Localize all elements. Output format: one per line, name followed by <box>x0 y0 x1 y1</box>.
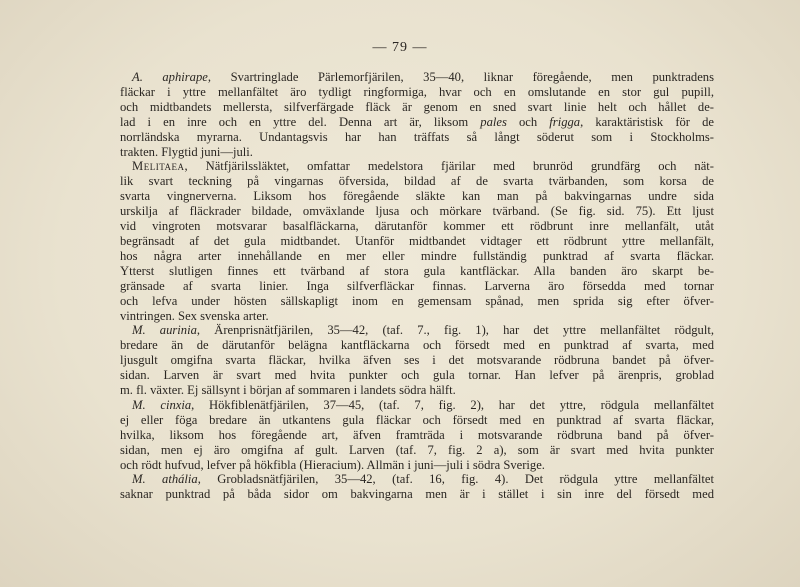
species-name: M. aurinia <box>132 323 197 338</box>
species-name: M. cinxia <box>132 397 192 412</box>
text-line <box>108 70 714 85</box>
genus-name: Melitaea <box>132 159 185 174</box>
line-text: , Nätfjärilssläktet, omfattar medelstora fjärilar med brunröd grundfärg och nät- <box>184 159 714 174</box>
text-line: sidan. Larven är svart med hvita punkter och gula tornar. Han lefver på ärenpris, groblad <box>120 368 714 383</box>
text-line <box>108 159 714 174</box>
text-line: och rödt hufvud, lefver på hökfibla (Hieracium). Allmän i juni—juli i södra Sverige. <box>120 457 545 472</box>
line-text: lad i en inre och en yttre del. Denna art är, liksom <box>120 114 481 129</box>
text-line: och lefva under hösten sällskapligt inom en gemensam spånad, men sprida sig efter öfver- <box>120 293 714 308</box>
text-line <box>108 323 714 338</box>
text-line: fläckar i yttre mellanfältet äro tydligt ringformiga, hvar och en omslutande en stor gul pupill, <box>120 84 714 99</box>
line-text: , Svartringlade Pärlemorfjärilen, 35—40, liknar föregående, men punktradens <box>207 70 714 84</box>
text-line <box>108 398 714 413</box>
paragraph-cinxia <box>108 398 714 473</box>
species-name: A. aphirape <box>132 70 208 84</box>
text-line: norrländska myrarna. Undantagsvis har han träffats så långt söderut som i Stockholms- <box>120 129 714 144</box>
species-name: frigga <box>549 114 581 129</box>
text-line: vid vingroten motsvarar basalfläckarna, därutanför kommer ett rödbrunt inre mellanfält, utåt <box>120 219 714 234</box>
text-line <box>108 115 714 130</box>
text-line: Ytterst slutligen finnes ett tvärband af stora gula kantfläckar. Alla banden äro skarpt be- <box>120 263 714 278</box>
line-text: , karaktäristisk för de <box>580 114 714 129</box>
species-name: M. athália <box>132 472 198 487</box>
paragraph-aphirape <box>108 70 714 159</box>
species-name: pales <box>480 114 507 129</box>
text-line: bredare än de därutanför belägna kantfläckarna och försedt med en punktrad af svarta, med <box>120 338 714 353</box>
text-line: m. fl. växter. Ej sällsynt i början af sommaren i landets södra hälft. <box>120 383 456 398</box>
text-line: lik svart teckning på vingarnas öfversida, bildad af de svarta tvärbanden, som korsa de <box>120 174 714 189</box>
text-line: urskilja af fläckrader bildade, omväxlande ljusa och mörkare tvärband. (Se fig. sid. 75). Ett ljust <box>120 204 714 219</box>
line-text: , Ärenprisnätfjärilen, 35—42, (taf. 7., fig. 1), har det yttre mellanfältet rödgult, <box>196 323 714 338</box>
text-line: och midtbandets mellersta, silfverfärgade fläck är genom en sned svart linie helt och hållet de- <box>120 99 714 114</box>
line-text: och <box>506 114 550 129</box>
text-line: begränsadt af det gula midtbandet. Utanför midtbandet vidtager ett rödbrunt yttre mellanfält, <box>120 233 714 248</box>
text-line: hvilka, liksom hos föregående art, äfven framträda i motsvarande rödbruna band på öfver- <box>120 427 714 442</box>
text-line: sidan, men ej äro omgifna af gult. Larven (taf. 7, fig. 2 a), som är svart med hvita punkter <box>120 442 714 457</box>
text-line: ej eller föga bredare än utkantens gula fläckar och försedt med en punktrad af svarta fläckar, <box>120 412 714 427</box>
text-line <box>108 472 714 487</box>
body-text <box>108 70 714 502</box>
text-line: saknar punktrad på båda sidor om bakvingarna men är i stället i sin inre del försedt med <box>120 487 714 502</box>
line-text: , Hökfiblenätfjärilen, 37—45, (taf. 7, fig. 2), har det yttre, rödgula mellanfältet <box>191 397 714 412</box>
text-line: hos några arter innehållande en mer eller mindre fullständig punktrad af svarta fläckar. <box>120 248 714 263</box>
text-line: svarta vingnerverna. Liksom hos föregående släkte kan man på bakvingarnas undre sida <box>120 189 714 204</box>
text-line: trakten. Flygtid juni—juli. <box>120 144 253 159</box>
paragraph-aurinia <box>108 323 714 398</box>
text-line: gränsade af svarta linier. Inga silfverfläckar finnas. Larverna äro försedda med tornar <box>120 278 714 293</box>
text-line: vintringen. Sex svenska arter. <box>120 308 269 323</box>
line-text: , Grobladsnätfjärilen, 35—42, (taf. 16, fig. 4). Det rödgula yttre mellanfältet <box>197 472 714 487</box>
page-number: — 79 — <box>372 40 428 55</box>
text-line: ljusgult omgifna svarta fläckar, hvilka äfven ses i det motsvarande rödbruna bandet på öfver- <box>120 353 714 368</box>
paragraph-athalia <box>108 472 714 502</box>
paragraph-melitaea <box>108 159 714 323</box>
